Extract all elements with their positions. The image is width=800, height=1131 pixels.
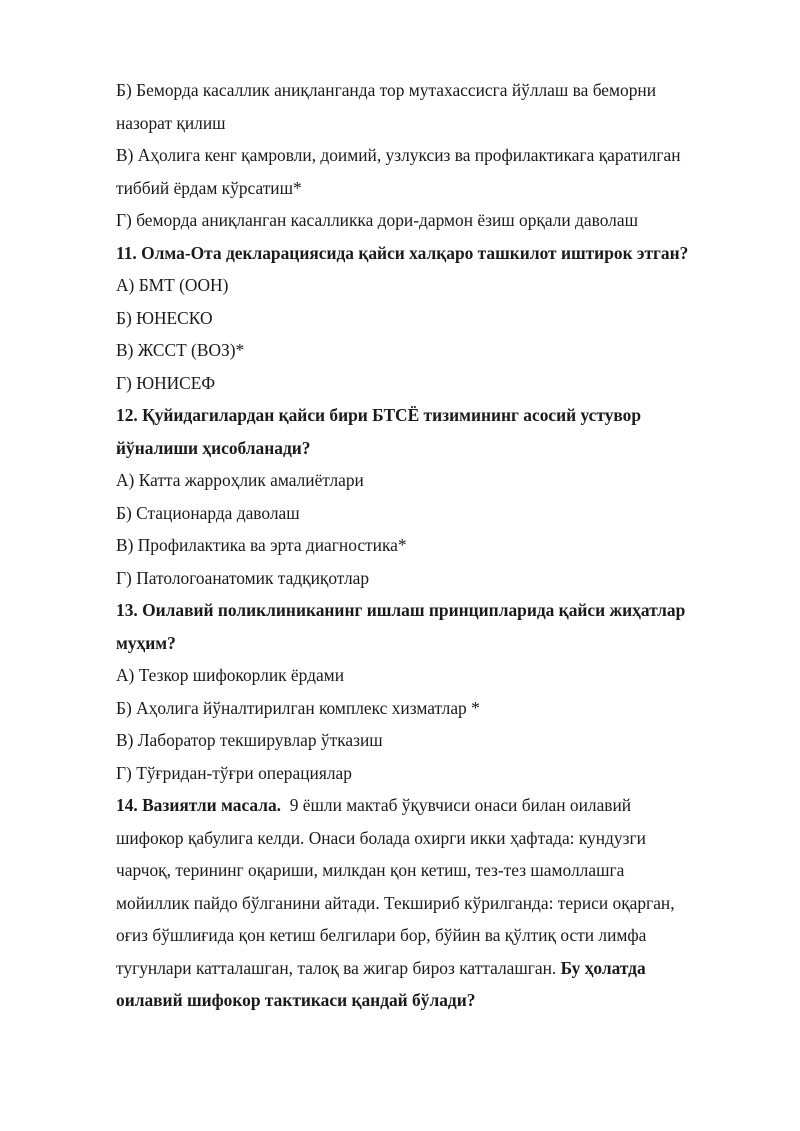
- q14-line2: шифокор қабулига келди. Онаси болада охирги икки ҳафтада: кундузги: [116, 827, 646, 848]
- q10-option-b-line1: Б) Беморда касаллик аниқланганда тор мутахассисга йўллаш ва беморни: [116, 80, 657, 100]
- q14-line4: мойиллик пайдо бўлганини айтади. Текшириб кўрилганда: териси оқарган,: [116, 892, 675, 913]
- q10-option-v-line2: тиббий ёрдам кўрсатиш*: [116, 177, 302, 198]
- q12-option-g: Г) Патологоанатомик тадқиқотлар: [116, 567, 370, 588]
- q13-option-v: В) Лаборатор текширувлар ўтказиш: [116, 730, 383, 750]
- q14-line1: [116, 789, 746, 822]
- q14-line6: [116, 952, 746, 985]
- q12-option-b: Б) Стационарда даволаш: [116, 502, 300, 523]
- q10-option-b-line2: назорат қилиш: [116, 112, 226, 133]
- q12-option-v: В) Профилактика ва эрта диагностика*: [116, 535, 407, 555]
- q14-line5: оғиз бўшлиғида қон кетиш белгилари бор, бўйин ва қўлтиқ ости лимфа: [116, 925, 647, 945]
- q14-line1-text: 9 ёшли мактаб ўқувчиси онаси билан оилавий: [281, 795, 632, 815]
- q14-title: 14. Вазиятли масала.: [116, 795, 282, 815]
- q13-question-line1: 13. Оилавий поликлиниканинг ишлаш принципларида қайси жиҳатлар: [116, 600, 686, 620]
- q11-option-v: В) ЖССТ (ВОЗ)*: [116, 340, 245, 360]
- q11-option-a: А) БМТ (ООН): [116, 275, 229, 295]
- q13-question-line2: муҳим?: [116, 632, 176, 653]
- q14-line6-text: тугунлари катталашган, талоқ ва жигар бироз катталашган.: [116, 957, 561, 978]
- q11-question: 11. Олма-Ота декларациясида қайси халқаро ташкилот иштирок этган?: [116, 242, 689, 263]
- q14-question-start: Бу ҳолатда: [560, 957, 646, 978]
- q14-question-end: оилавий шифокор тактикаси қандай бўлади?: [116, 990, 476, 1010]
- q13-option-a: А) Тезкор шифокорлик ёрдами: [116, 665, 344, 685]
- q11-option-b: Б) ЮНЕСКО: [116, 307, 213, 328]
- document-body: [116, 74, 746, 1017]
- q14-line3: чарчоқ, терининг оқариши, милкдан қон кетиш, тез-тез шамоллашга: [116, 860, 625, 880]
- q10-option-v-line1: В) Аҳолига кенг қамровли, доимий, узлуксиз ва профилактикага қаратилган: [116, 145, 681, 165]
- q10-option-g: Г) беморда аниқланган касалликка дори-дармон ёзиш орқали даволаш: [116, 210, 638, 230]
- q13-option-b: Б) Аҳолига йўналтирилган комплекс хизматлар *: [116, 697, 480, 718]
- q13-option-g: Г) Тўғридан-тўғри операциялар: [116, 762, 352, 783]
- q11-option-g: Г) ЮНИСЕФ: [116, 372, 216, 393]
- q12-question-line1: 12. Қуйидагилардан қайси бири БТСЁ тизимининг асосий устувор: [116, 405, 642, 425]
- q12-option-a: А) Катта жарроҳлик амалиётлари: [116, 470, 364, 490]
- q12-question-line2: йўналиши ҳисобланади?: [116, 437, 311, 458]
